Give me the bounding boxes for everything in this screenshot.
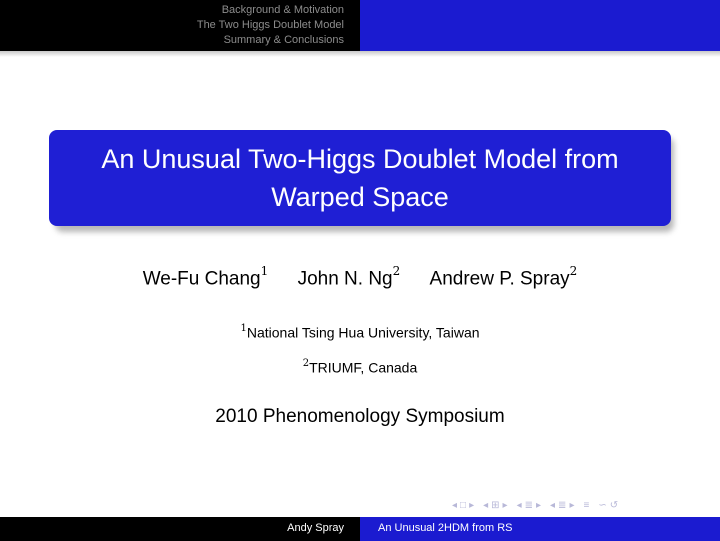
author-affiliation-mark: 2 bbox=[392, 264, 401, 278]
frame-icon[interactable]: ⊞ bbox=[491, 500, 500, 511]
nav-section-2hdm[interactable]: The Two Higgs Doublet Model bbox=[196, 19, 344, 31]
author-1 bbox=[143, 266, 269, 290]
subsection-prev-icon[interactable]: ◂ bbox=[516, 500, 522, 511]
author-affiliation-mark: 2 bbox=[569, 264, 578, 278]
author-list bbox=[0, 266, 720, 290]
event-name: 2010 Phenomenology Symposium bbox=[215, 406, 505, 427]
frame-prev-icon[interactable]: ◂ bbox=[483, 500, 489, 511]
footer-right-panel bbox=[360, 517, 720, 541]
affiliation-text: National Tsing Hua University, Taiwan bbox=[246, 324, 480, 341]
nav-section-summary[interactable]: Summary & Conclusions bbox=[223, 34, 344, 46]
back-icon[interactable]: ↺ bbox=[609, 500, 619, 511]
author-name: John N. Ng bbox=[297, 268, 393, 290]
affiliation-2 bbox=[0, 359, 720, 376]
author-2 bbox=[298, 266, 401, 290]
frame-next-icon[interactable]: ▸ bbox=[502, 500, 508, 511]
section-prev-icon[interactable]: ◂ bbox=[550, 500, 556, 511]
section-navigation bbox=[197, 3, 344, 48]
search-icon[interactable]: ∽ bbox=[598, 500, 607, 511]
author-name: Andrew P. Spray bbox=[429, 268, 570, 290]
title-box bbox=[49, 130, 671, 226]
header-bar bbox=[0, 0, 720, 51]
align-icon[interactable]: ≡ bbox=[583, 500, 590, 511]
author-3 bbox=[430, 266, 578, 290]
section-icon[interactable]: ≣ bbox=[558, 500, 567, 511]
header-shadow bbox=[0, 51, 720, 57]
header-right-panel bbox=[360, 0, 720, 51]
header-left-panel bbox=[0, 0, 360, 51]
subsection-icon[interactable]: ≣ bbox=[524, 500, 533, 511]
affiliation-mark: 2 bbox=[302, 358, 310, 369]
affiliation-text: TRIUMF, Canada bbox=[309, 359, 418, 376]
presentation-title: An Unusual Two-Higgs Doublet Model from Warped Space bbox=[101, 144, 619, 212]
author-affiliation-mark: 1 bbox=[260, 264, 269, 278]
subsection-next-icon[interactable]: ▸ bbox=[535, 500, 542, 511]
nav-section-background[interactable]: Background & Motivation bbox=[221, 4, 344, 16]
affiliation-mark: 1 bbox=[240, 323, 247, 334]
footer-short-title: An Unusual 2HDM from RS bbox=[378, 522, 513, 534]
slide-prev-icon[interactable]: ◂ bbox=[452, 500, 458, 511]
footer-author: Andy Spray bbox=[287, 522, 344, 534]
affiliation-1 bbox=[0, 324, 720, 341]
author-name: We-Fu Chang bbox=[142, 268, 261, 290]
section-next-icon[interactable]: ▸ bbox=[569, 500, 575, 511]
footer-bar bbox=[0, 517, 720, 541]
slide-icon[interactable]: □ bbox=[460, 500, 467, 511]
beamer-navigation-symbols bbox=[452, 498, 712, 514]
slide-next-icon[interactable]: ▸ bbox=[469, 500, 475, 511]
footer-left-panel bbox=[0, 517, 360, 541]
